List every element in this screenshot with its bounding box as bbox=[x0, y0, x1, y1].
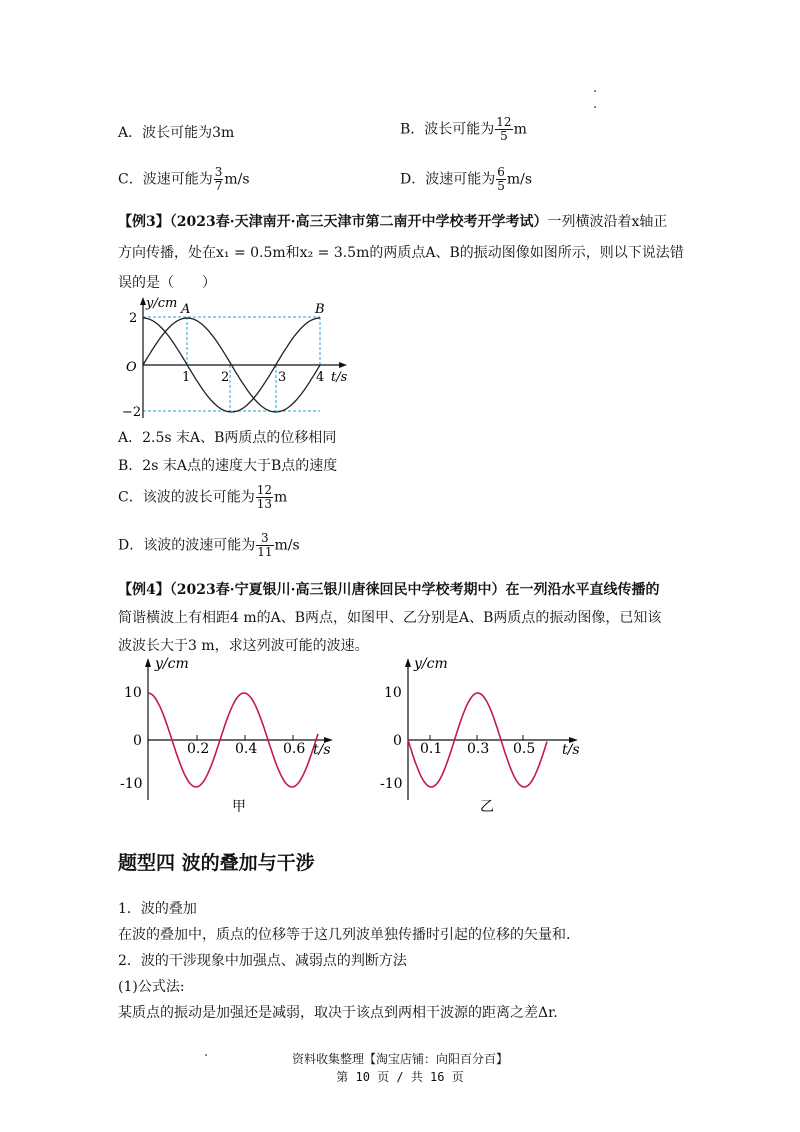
y-tick-label: 10 bbox=[384, 685, 402, 701]
option-b bbox=[400, 116, 527, 143]
fraction-numerator: 12 bbox=[256, 483, 272, 497]
example-3-option-b: B．2s 末A点的速度大于B点的速度 bbox=[118, 458, 338, 474]
option-c-text: C．波速可能为 bbox=[118, 171, 213, 188]
graph-caption: 乙 bbox=[480, 799, 494, 815]
option-c-unit: m/s bbox=[224, 171, 250, 188]
graph-yi bbox=[380, 650, 600, 825]
x-tick-label: 0.5 bbox=[513, 741, 536, 757]
section-paragraph: 1．波的叠加 bbox=[118, 901, 197, 917]
fraction-denominator: 13 bbox=[256, 497, 272, 511]
example-4-text: 【例4】（2023春·宁夏银川·高三银川唐徕回民中学校考期中）在一列沿水平直线传播的 bbox=[118, 582, 660, 598]
example-3-question-start: 一列横波沿着x轴正 bbox=[547, 214, 668, 230]
x-tick-label: 0.2 bbox=[187, 741, 210, 757]
y-tick-label: −2 bbox=[122, 405, 142, 420]
option-d-text: D．该波的波速可能为 bbox=[118, 537, 256, 554]
y-tick-label: 10 bbox=[124, 685, 142, 701]
x-tick-label: 0.4 bbox=[235, 741, 258, 757]
x-axis-label: t/s bbox=[313, 742, 331, 758]
x-tick-label: 1 bbox=[182, 370, 191, 385]
y-axis-arrow-icon bbox=[405, 658, 411, 667]
example-4-line-1 bbox=[118, 580, 659, 600]
y-tick-label: 2 bbox=[129, 311, 138, 326]
example-3-option-c bbox=[118, 484, 287, 511]
x-tick-label: 0.3 bbox=[467, 741, 490, 757]
fraction-denominator: 5 bbox=[497, 179, 505, 193]
graph-jia bbox=[118, 650, 368, 825]
scan-dot bbox=[594, 90, 596, 92]
example-3-line-3: 误的是（ ） bbox=[118, 275, 216, 291]
section-paragraph: 在波的叠加中，质点的位移等于这几列波单独传播时引起的位移的矢量和. bbox=[118, 927, 571, 943]
fraction-numerator: 6 bbox=[497, 165, 505, 179]
y-axis-arrow-icon bbox=[145, 658, 151, 667]
option-c-text: C．该波的波长可能为 bbox=[118, 489, 255, 506]
option-c-unit: m bbox=[274, 489, 288, 506]
point-b-label: B bbox=[315, 302, 325, 317]
x-tick-label: 4 bbox=[316, 370, 325, 385]
x-axis-arrow-icon bbox=[339, 362, 347, 368]
x-axis-label: t/s bbox=[562, 742, 580, 758]
option-c bbox=[118, 166, 250, 193]
y-tick-label: 0 bbox=[393, 733, 402, 749]
footer-page-number: 第 10 页 / 共 16 页 bbox=[336, 1070, 464, 1084]
example-3-line-2: 方向传播，处在x₁ = 0.5m和x₂ = 3.5m的两质点A、B的振动图像如图所示，则以下说法错 bbox=[118, 245, 684, 261]
section-title: 题型四 波的叠加与干涉 bbox=[118, 852, 315, 874]
example-4-line-2: 简谐横波上有相距4 m的A、B两点，如图甲、乙分别是A、B两质点的振动图像，已知该 bbox=[118, 610, 662, 626]
example-3-option-a: A．2.5s 末A、B两质点的位移相同 bbox=[118, 430, 337, 446]
example-3-vibration-graph bbox=[118, 293, 368, 423]
option-b-fraction bbox=[495, 116, 512, 143]
option-a: A．波长可能为3m bbox=[118, 125, 235, 141]
section-paragraph: (1)公式法: bbox=[118, 979, 185, 995]
point-a-label: A bbox=[181, 302, 191, 317]
fraction-denominator: 11 bbox=[257, 545, 273, 559]
section-paragraph: 2．波的干涉现象中加强点、减弱点的判断方法 bbox=[118, 953, 407, 969]
x-tick-label: 2 bbox=[221, 370, 230, 385]
x-tick-label: 0.6 bbox=[283, 741, 306, 757]
y-tick-label: -10 bbox=[380, 776, 403, 792]
section-paragraph: 某质点的振动是加强还是减弱，取决于该点到两相干波源的距离之差Δr. bbox=[118, 1005, 558, 1021]
graph-caption: 甲 bbox=[232, 799, 246, 815]
fraction-numerator: 3 bbox=[214, 165, 223, 179]
option-d-unit: m/s bbox=[274, 537, 300, 554]
y-tick-label: 0 bbox=[133, 733, 142, 749]
scan-dot bbox=[594, 106, 596, 108]
x-tick-label: 3 bbox=[278, 370, 287, 385]
footer-source: 资料收集整理【淘宝店铺：向阳百分百】 bbox=[291, 1052, 508, 1066]
fraction-numerator: 3 bbox=[256, 532, 273, 546]
fraction-denominator: 5 bbox=[500, 129, 508, 143]
x-axis-label: t/s bbox=[331, 370, 348, 385]
option-d-text: D．波速可能为 bbox=[400, 171, 496, 188]
y-axis-label: y/cm bbox=[414, 656, 448, 672]
option-d-unit: m/s bbox=[506, 171, 533, 188]
y-tick-label: -10 bbox=[120, 776, 143, 792]
fraction-numerator: 12 bbox=[496, 115, 512, 129]
example-3-line-1 bbox=[118, 212, 667, 232]
option-d-fraction bbox=[496, 166, 506, 193]
option-c-fraction bbox=[256, 484, 273, 511]
option-d-fraction bbox=[256, 532, 273, 559]
example-3-option-d bbox=[118, 532, 300, 559]
option-b-text: B．波长可能为 bbox=[400, 121, 495, 138]
example-4-line-3: 波波长大于3 m，求这列波可能的波速。 bbox=[118, 638, 369, 654]
option-d bbox=[400, 166, 532, 193]
example-3-tag: 【例3】（2023春·天津南开·高三天津市第二南开中学校考开学考试） bbox=[118, 214, 548, 230]
fraction-denominator: 7 bbox=[214, 179, 223, 193]
option-b-unit: m bbox=[513, 121, 527, 138]
option-c-fraction bbox=[214, 166, 224, 193]
origin-label: O bbox=[126, 360, 137, 375]
x-tick-label: 0.1 bbox=[420, 741, 443, 757]
y-axis-label: y/cm bbox=[155, 656, 189, 672]
y-axis-label: y/cm bbox=[146, 296, 178, 311]
